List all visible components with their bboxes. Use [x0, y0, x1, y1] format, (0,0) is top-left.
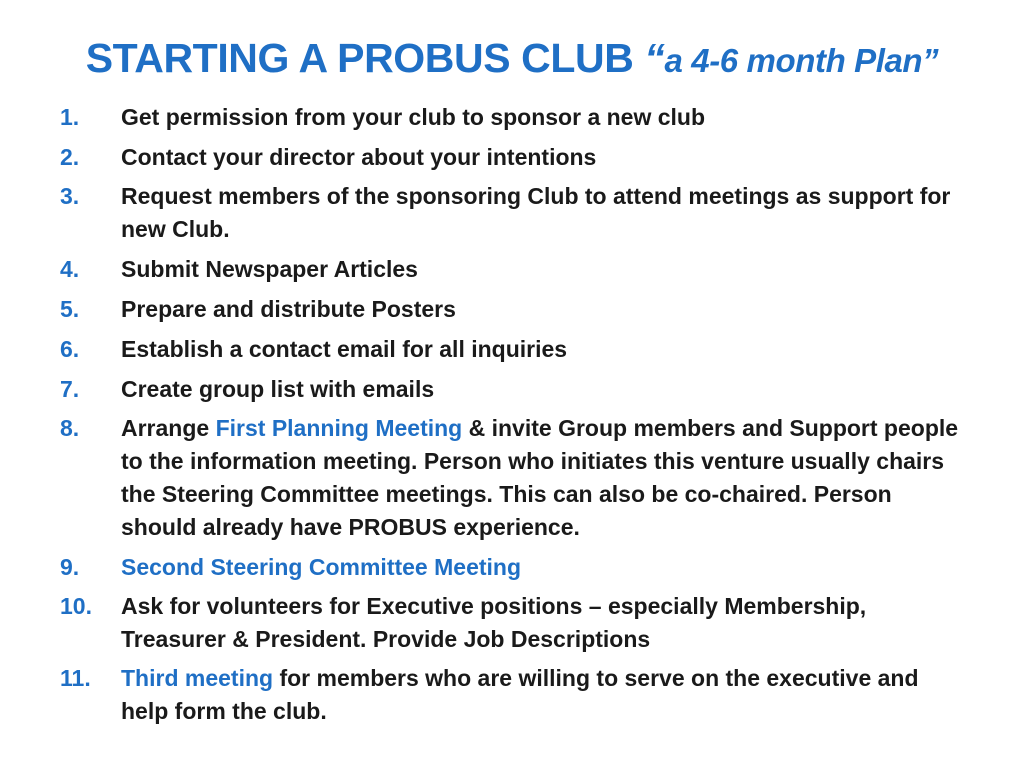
item-number: 3.: [60, 183, 80, 209]
item-text: Prepare and distribute Posters: [121, 296, 456, 322]
item-suffix: & invite Group members and Support people to the information meeting. Person who initiates this venture usually chairs the Steering Committee meetings. This can also be co-chaired. Person should already have PROBUS experience.: [121, 415, 959, 540]
list-item: [60, 332, 960, 366]
item-number: 11.: [60, 665, 91, 691]
item-number: 8.: [60, 415, 80, 441]
list-item: [60, 180, 960, 246]
steps-list: [60, 100, 960, 734]
item-number: 1.: [60, 104, 80, 130]
item-number: 10.: [60, 593, 92, 619]
title-subtitle: a 4-6 month Plan”: [664, 42, 939, 79]
slide-title: [0, 33, 1024, 86]
item-number: 5.: [60, 296, 80, 322]
title-open-quote: “: [644, 35, 665, 81]
list-item: [60, 550, 960, 584]
list-item: [60, 590, 960, 656]
title-main: STARTING A PROBUS CLUB: [85, 35, 645, 81]
item-prefix: Arrange: [121, 415, 216, 441]
item-number: 4.: [60, 256, 80, 282]
list-item: [60, 140, 960, 174]
item-text: Submit Newspaper Articles: [121, 256, 418, 282]
item-number: 6.: [60, 336, 80, 362]
item-text: Request members of the sponsoring Club to attend meetings as support for new Club.: [121, 183, 951, 242]
item-number: 7.: [60, 376, 80, 402]
item-text: Create group list with emails: [121, 376, 435, 402]
item-highlight: First Planning Meeting: [215, 415, 463, 441]
list-item: [60, 412, 960, 544]
item-number: 2.: [60, 144, 80, 170]
item-text: Establish a contact email for all inquiries: [121, 336, 568, 362]
list-item: [60, 372, 960, 406]
list-item: [60, 662, 960, 728]
item-suffix: for members who are willing to serve on the executive and help form the club.: [121, 665, 919, 724]
item-highlight: Third meeting: [121, 665, 274, 691]
list-item: [60, 292, 960, 326]
item-text: Ask for volunteers for Executive positions – especially Membership, Treasurer & President. Provide Job Descriptions: [121, 593, 867, 652]
item-text: Get permission from your club to sponsor a new club: [121, 104, 706, 130]
item-text: Contact your director about your intentions: [121, 144, 597, 170]
list-item: [60, 100, 960, 134]
list-item: [60, 252, 960, 286]
item-highlight: Second Steering Committee Meeting: [121, 554, 522, 580]
item-number: 9.: [60, 554, 80, 580]
